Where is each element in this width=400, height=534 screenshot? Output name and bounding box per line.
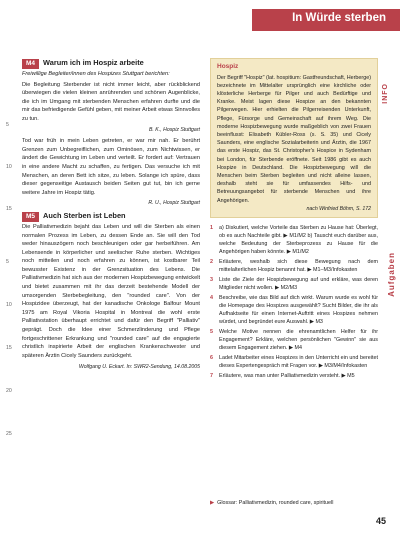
task-item	[210, 328, 378, 352]
task-number: 3	[210, 277, 213, 284]
glossar-note	[210, 500, 333, 506]
m4-source-2: R. U., Hospiz Stuttgart	[148, 200, 200, 207]
m5-paragraph: Die Palliativmedizin bejaht das Leben und will die Sterben als einen normalen Prozess im Leben, zu dessen Ende an. Sie will den Tod weder hinauszögern noch beschleunigen oder gar herbeiführen. Am Lebensende in körperlicher und seelischer Ruhe sterben. Wichtiges noch mitteilen und noch erfahren zu können, ist kostbarer Teil bewusster Existenz in der Grenzsituation des Lebens. Die Palliativmedizin hat sich aus der modernen Hospizbewegung entwickelt und bietet zusammen mit ihr das derzeit bestehende Modell der umsorgenden Sterbebegleitung, den "rounded care". Von der Hospizidee überzeugt, hat der kanadische Onkologe Balfour Mount 1975 am Royal Vikoria Hospital in Montreal die wohl erste Palliativstation überhaupt errichtet und dafür den Begriff "Palliativ" geprägt. Doch die Idee einer Schmerzlinderung und Pflege fortgeschrittener Erkrankung und "rounded care" auf die engagierte christlich inspirierte Arbeit der englischen Krankenschwester und späteren Ärztin Cicely Saunders zurückgeht.	[22, 223, 200, 359]
tasks-list	[210, 224, 378, 380]
hospiz-source: nach Winfried Böhm, S. 172	[306, 205, 371, 212]
line-number: 15	[6, 345, 12, 351]
right-column	[210, 58, 390, 382]
m5-source: Wolfgang U. Eckart. In: SWR2-Sendung, 14.08.2005	[78, 364, 200, 371]
m4-label: M4	[22, 59, 39, 69]
m4-paragraph-2: Tod war früh in mein Leben getreten, er war mir nah. Er berührt Grenzen zum Unbegreiflichen, zum Ominösen, zum Nichtwissen, er ändert die Gewichtung im Leben und verteilt. Er fordert auf: Vertrauen in eine andere Macht zu schaffen, zu fertigen. Das versuche ich mit Menschen, an deren Bett ich sitze, zu leben. Solange ich spüre, dass dieser gegenseitige Austausch beiden Seiten gut tut, bin ich gerne weitere Jahre im Hospiz tätig.	[22, 138, 200, 196]
line-number: 10	[6, 164, 12, 170]
chapter-title: In Würde sterben	[292, 12, 386, 24]
m4-heading	[22, 58, 200, 69]
task-item	[210, 294, 378, 326]
task-number: 1	[210, 225, 213, 232]
m5-title: Auch Sterben ist Leben	[43, 210, 126, 220]
header-bar	[0, 0, 400, 34]
task-item	[210, 354, 378, 370]
line-number: 5	[6, 259, 9, 265]
task-text: Beschreibe, wie das Bild auf dich wirkt. Warum wurde es wohl für die Homepage des Hospizes ausgewählt? Sucht Bilder, die ihr als Aufhaktseite für einen Internet-Auftritt eines Hospizes nehmen würdet, und begründet eure Auswahl. ▶ M3	[219, 295, 378, 326]
line-number: 10	[6, 302, 12, 308]
line-number: 20	[6, 388, 12, 394]
task-number: 6	[210, 355, 213, 362]
left-column	[22, 58, 200, 372]
task-number: 7	[210, 373, 213, 380]
page-content	[0, 34, 400, 534]
line-number: 25	[6, 431, 12, 437]
line-number: 5	[6, 122, 9, 128]
hospiz-info-box	[210, 58, 390, 218]
arrow-icon: ▶	[210, 500, 215, 506]
task-text: Liste die Ziele der Hospizbewegung auf und erkläre, was deren Mitglieder nicht wollen. ▶ M2/M3	[219, 277, 378, 292]
task-text: Ladet Mitarbeiter eines Hospizes in den Unterricht ein und bereitet dieses Expertengespräch mit Fragen vor. ▶ M3/M4/Infokasten	[219, 355, 378, 370]
task-item	[210, 224, 378, 256]
task-number: 4	[210, 295, 213, 302]
task-text: a) Diskutiert, welche Vorteile das Sterben zu Hause hat: Überlegt, ob es auch Nachteile gibt. ▶ M1/M2 b) Tauscht euch darüber aus, welche Bedeutung der Sterbeprozess zu Hause für die Angehörigen haben könnte. ▶ M1/M2	[219, 225, 378, 256]
m4-intro: Freiwillige Begleiter/innen des Hospizes Stuttgart berichten:	[22, 71, 170, 77]
task-text: Erläutere, weshalb sich diese Bewegung nach dem mittelalterlichen Hospiz benannt hat. ▶ M1–M3/Infokasten	[219, 259, 378, 274]
task-text: Erläutere, was man unter Palliativmedizin versteht. ▶ M5	[219, 373, 355, 380]
hospiz-text: Der Begriff "Hospiz" (lat. hospitium: Gastfreundschaft, Herberge) bezeichnete im Mittelalter ursprünglich eine kirchliche oder klösterliche Herberge für Pilger und auch Bedürftige und Kranke. Meist lagen diese Hospize an den bekannten Pilgerwegen. Hier erhielten die Pilgerreisenden Unterkunft, Pflege, Fürsorge und Gemeinschaft auf ihrem Weg. Die moderne Hospizbewegung wurde maßgeblich von zwei Frauen beeinflusst: Elisabeth Kübler-Ross (s. S. 35) und Cicely Saunders, eine englische Sozialarbeiterin und Ärztin, die 1967 das erste Hospiz, das St. Christopher's Hospice in Sydenham bei London, für Sterbende eröffnete. Seit 1986 gibt es auch Hospize in Deutschland. Die Hospizbewegung will die Menschen beim Sterben begleiten und nicht alleine lassen, deshalb steht sie für umfassendes Hilfs- und Betreuungsangebot für sterbende Menschen und ihre Angehörigen.	[217, 74, 371, 204]
task-number: 5	[210, 329, 213, 336]
hospiz-title: Hospiz	[217, 63, 239, 70]
m4-paragraph-1: Die Begleitung Sterbender ist nicht immer leicht, aber rückblickend überwiegen die vielen kleinen anrührenden und schönen Augenblicke, die ich im Umgang mit sterbenden Menschen erfahren durfte und die mir das befriedigende Gefühl geben, mit meiner Arbeit etwas Sinnvolles zu tun.	[22, 81, 200, 122]
aufgaben-side-label: Aufgaben	[387, 252, 396, 297]
m5-heading	[22, 211, 200, 222]
m4-source-1: B. K., Hospiz Stuttgart	[148, 126, 200, 133]
m5-label: M5	[22, 212, 39, 222]
task-item	[210, 276, 378, 292]
task-item	[210, 258, 378, 274]
info-side-label: INFO	[382, 83, 390, 104]
glossar-text: Glossar: Palliativmedizin, rounded care, spirituell	[217, 500, 334, 506]
m4-title: Warum ich im Hospiz arbeite	[43, 58, 144, 67]
line-number: 15	[6, 206, 12, 212]
task-text: Welche Motive nennen die ehrenamtlichen Helfer für ihr Engagement? Erkläre, welchen persönlichen "Gewinn" sie aus diesem Engagement ziehen. ▶ M4	[219, 329, 378, 352]
task-item	[210, 372, 378, 380]
page-number: 45	[375, 516, 386, 526]
task-number: 2	[210, 259, 213, 266]
